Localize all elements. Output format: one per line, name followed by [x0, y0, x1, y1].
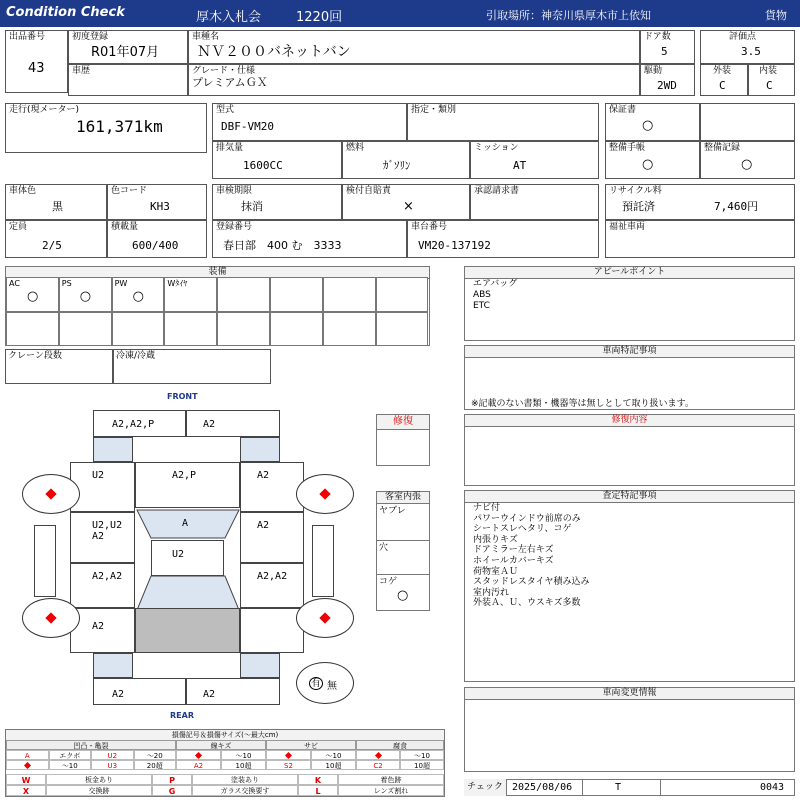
damage-marker-icon: [374, 752, 381, 759]
inspection-value: 抹消: [241, 200, 263, 213]
equipment-cell: [217, 312, 270, 347]
record-label: 整備記録: [704, 143, 741, 153]
front-right-wheel-icon: [296, 474, 354, 514]
recycle-box: [605, 184, 795, 220]
check-divider-1: [582, 779, 583, 796]
score-label: 評価点: [729, 32, 757, 42]
appeal-item: エアバッグ: [473, 279, 518, 289]
damage-marker-icon: [285, 752, 292, 759]
record-box: [700, 141, 795, 179]
model-value: DBF-VM20: [221, 120, 274, 133]
damage-marker-icon: [24, 762, 31, 769]
front-right-glass: [240, 437, 280, 462]
capacity-label: 定員: [9, 222, 28, 232]
freezer-label: 冷凍/冷蔵: [116, 351, 156, 361]
rear-label: REAR: [170, 711, 194, 720]
fuel-box: [342, 141, 470, 179]
car-name-box: [188, 30, 640, 64]
model-box: [212, 103, 407, 141]
legend-cell: U2: [91, 750, 134, 760]
interior-box: [748, 64, 795, 96]
legend-code-value: 交換跡: [46, 785, 152, 796]
grade-value: プレミアムＧＸ: [192, 76, 268, 89]
spare-tire-no: 無: [327, 681, 337, 692]
legend-cell: 20超: [134, 760, 177, 770]
legend-code-key: G: [152, 785, 192, 796]
hood: [135, 462, 240, 508]
legend-cell: U3: [91, 760, 134, 770]
front-bumper-right-text: A2: [203, 419, 216, 430]
right-quarter: [240, 608, 304, 653]
displacement-label: 排気量: [216, 143, 244, 153]
windshield-text: A: [182, 518, 189, 529]
drive-label: 駆動: [644, 66, 663, 76]
legend-code-key: W: [6, 774, 46, 785]
equipment-item-value: ○: [27, 289, 39, 304]
equipment-cell: [164, 312, 217, 347]
legend-cell: 10超: [221, 760, 266, 770]
change-panel: [464, 687, 795, 772]
auction-round: 1220回: [296, 10, 343, 25]
legend-group-header: 腐食: [356, 740, 444, 750]
chassis-value: VM20-137192: [418, 239, 491, 252]
rear-bumper-left: [93, 678, 186, 705]
exterior-box: [700, 64, 748, 96]
left-fender: [70, 462, 135, 512]
color-code-label: 色コード: [111, 186, 148, 196]
recycle-label: リサイクル料: [609, 186, 662, 196]
legend-code-key: L: [298, 785, 338, 796]
rear-bumper-left-text: A2: [112, 689, 125, 700]
equipment-item-label: PW: [114, 279, 128, 288]
assessment-item: 室内汚れ: [473, 587, 510, 598]
manual-label: 整備手帳: [609, 143, 646, 153]
load-value: 600/400: [132, 239, 179, 252]
warranty-blank-box: [700, 103, 795, 141]
assessment-item: パワーウインドウ前席のみ: [473, 513, 581, 524]
equipment-cell: [112, 312, 165, 347]
first-reg-label: 初度登録: [72, 32, 109, 42]
fuel-label: 燃料: [346, 143, 365, 153]
equipment-item-label: PS: [61, 279, 72, 288]
fuel-value: ｶﾞｿﾘﾝ: [383, 159, 411, 172]
rear-left-glass: [93, 653, 133, 678]
body-color-box: [5, 184, 107, 220]
spare-tire-icon: [296, 662, 354, 704]
equipment-cell: [6, 277, 59, 312]
front-left-wheel-icon: [22, 474, 80, 514]
cabin-title: 客室内張: [377, 492, 429, 504]
notes-title: 車両特記事項: [465, 346, 794, 358]
appeal-item: ETC: [473, 301, 490, 311]
legend-code-key: X: [6, 785, 46, 796]
crane-box: [5, 349, 113, 384]
equipment-item-label: Wﾀｲﾔ: [167, 279, 188, 288]
history-label: 車歴: [72, 66, 91, 76]
recycle-status: 預託済: [622, 200, 655, 213]
inspection-box: [212, 184, 342, 220]
mileage-box: [5, 103, 207, 153]
manual-value: ○: [642, 157, 654, 172]
body-color-value: 黒: [52, 200, 63, 213]
legend-group-header: 線キズ: [176, 740, 266, 750]
legend-cell: C2: [356, 760, 400, 770]
legend-group-header: 凹凸・亀裂: [6, 740, 176, 750]
legend-cell: A: [6, 750, 49, 760]
interior-value: C: [766, 79, 773, 92]
legend-code-value: 着色跡: [338, 774, 444, 785]
chassis-label: 車台番号: [411, 222, 448, 232]
crane-label: クレーン段数: [8, 351, 62, 361]
chassis-box: [407, 220, 599, 258]
header-bar: [0, 0, 800, 27]
app-title: Condition Check: [6, 5, 125, 20]
first-reg-value: R01年07月: [91, 45, 160, 60]
front-label: FRONT: [167, 392, 198, 401]
designation-box: [407, 103, 599, 141]
grade-label: グレード・仕様: [192, 66, 256, 76]
first-reg-box: [68, 30, 188, 64]
rear-bumper-right: [186, 678, 280, 705]
legend-code-value: 塗装あり: [192, 774, 298, 785]
welfare-label: 福祉車両: [609, 222, 646, 232]
legend-cell: 〜10: [221, 750, 266, 760]
capacity-value: 2/5: [42, 239, 62, 252]
claim-label: 承認請求書: [474, 186, 520, 196]
legend-cell: エクボ: [49, 750, 92, 760]
legend-code-value: レンズ割れ: [338, 785, 444, 796]
equipment-cell: [376, 312, 429, 347]
rear-bumper-right-text: A2: [203, 689, 216, 700]
cargo-floor: [135, 608, 240, 653]
equipment-item-value: ○: [132, 289, 144, 304]
left-mirror: [34, 525, 56, 597]
legend-cell: 〜10: [400, 750, 444, 760]
assessment-panel: [464, 490, 795, 682]
capacity-box: [5, 220, 107, 258]
check-number: 0043: [760, 782, 785, 793]
repair-panel: [464, 414, 795, 486]
score-value: 3.5: [741, 45, 761, 58]
assessment-item: ドアミラー左右キズ: [473, 545, 554, 556]
legend-cell: 〜10: [49, 760, 92, 770]
equipment-cell: [112, 277, 165, 312]
car-name-value: ＮＶ２００バネットバン: [197, 44, 351, 60]
appeal-item: ABS: [473, 290, 491, 300]
legend-cell: 〜20: [134, 750, 177, 760]
notes-footer: ※記載のない書類・機器等は無しとして取り扱います。: [471, 399, 694, 409]
recycle-fee: 7,460円: [714, 200, 759, 213]
right-front-door: [240, 512, 304, 563]
car-name-label: 車種名: [192, 32, 220, 42]
designation-label: 指定・類別: [411, 105, 457, 115]
equipment-item-label: AC: [9, 279, 20, 288]
cabin-row-burn: [377, 575, 429, 610]
legend-cell: [356, 750, 400, 760]
score-box: [700, 30, 795, 64]
legend-cell: [6, 760, 49, 770]
hood-text: A2,P: [172, 470, 197, 481]
exterior-label: 外装: [713, 66, 732, 76]
pickup-location: 引取場所：神奈川県厚木市上依知: [486, 9, 651, 22]
legend-cell: 10超: [311, 760, 356, 770]
doors-box: [640, 30, 695, 64]
rear-right-glass: [240, 653, 280, 678]
front-bumper-left: [93, 410, 186, 437]
equipment-cell: [323, 312, 376, 347]
legend-title: 損傷記号＆損傷サイズ(〜最大cm): [6, 730, 444, 741]
doors-value: 5: [661, 45, 668, 58]
repair-title: 修復: [377, 415, 429, 430]
legend-group-header: サビ: [266, 740, 356, 750]
reg-no-label: 登録番号: [216, 222, 253, 232]
body-color-label: 車体色: [9, 186, 37, 196]
reg-no-box: [212, 220, 407, 258]
legend-code-key: P: [152, 774, 192, 785]
mission-value: AT: [513, 159, 527, 172]
welfare-box: [605, 220, 795, 258]
equipment-item-value: ○: [79, 289, 92, 304]
cabin-row-tear: [377, 504, 429, 541]
cabin-row-hole: [377, 541, 429, 575]
change-title: 車両変更情報: [465, 688, 794, 700]
lot-box: [5, 30, 68, 93]
notes-panel: [464, 345, 795, 410]
cabin-burn-value: ○: [397, 588, 409, 603]
equipment-cell: [270, 312, 323, 347]
roof-text: U2: [172, 549, 185, 560]
doors-label: ドア数: [644, 32, 671, 42]
color-code-value: KH3: [150, 200, 170, 213]
cabin-hole-label: 穴: [379, 543, 389, 553]
legend-code-key: K: [298, 774, 338, 785]
model-label: 型式: [216, 105, 235, 115]
reg-no-value: 春日部 400 む 3333: [223, 239, 342, 252]
displacement-box: [212, 141, 342, 179]
assessment-item: スタッドレスタイヤ積み込み: [473, 577, 590, 588]
claim-box: [470, 184, 599, 220]
rear-left-wheel-icon: [22, 598, 80, 638]
mission-box: [470, 141, 599, 179]
assessment-item: 内張りキズ: [473, 534, 518, 545]
assessment-item: シートスレヘタリ、コゲ: [473, 524, 572, 535]
check-label-cell: [464, 779, 507, 796]
legend-cell: [176, 750, 221, 760]
right-fender: [240, 462, 304, 512]
assessment-item: ホイールカバーキズ: [473, 556, 554, 566]
lot-number: 43: [28, 61, 45, 76]
insurance-value: ×: [403, 199, 414, 214]
freezer-box: [113, 349, 271, 384]
right-rear-door: [240, 563, 304, 608]
left-front-door: [70, 512, 135, 563]
auction-name: 厚木入札会: [196, 10, 262, 25]
rear-right-wheel-icon: [296, 598, 354, 638]
equipment-cell: [217, 277, 270, 312]
legend-cell: [266, 750, 311, 760]
manual-box: [605, 141, 700, 179]
front-bumper-right: [186, 410, 280, 437]
assessment-item: 荷物室ＡＵ: [473, 566, 519, 577]
assessment-item: ナビ付: [473, 503, 501, 513]
legend-cell: 〜10: [311, 750, 356, 760]
equipment-cell: [376, 277, 429, 312]
interior-label: 内装: [759, 66, 778, 76]
warranty-label: 保証書: [609, 105, 637, 115]
front-left-glass: [93, 437, 133, 462]
legend-code-value: ガラス交換要す: [192, 785, 298, 796]
front-bumper-left-text: A2,A2,P: [112, 419, 155, 430]
legend-cell: A2: [176, 760, 221, 770]
repair-box: [376, 414, 430, 466]
appeal-panel: [464, 266, 795, 341]
equipment-cell: [164, 277, 217, 312]
right-mirror: [312, 525, 334, 597]
load-box: [107, 220, 207, 258]
spare-tire-yes: 有: [311, 678, 321, 689]
damage-marker-icon: [195, 752, 202, 759]
load-label: 積載量: [111, 222, 139, 232]
roof: [151, 540, 224, 576]
check-inspector: T: [615, 782, 622, 793]
insurance-box: [342, 184, 470, 220]
mileage-value: 161,371km: [76, 117, 163, 136]
legend-cell: S2: [266, 760, 311, 770]
equipment-cell: [6, 312, 59, 347]
displacement-value: 1600CC: [243, 159, 283, 172]
drive-value: 2WD: [657, 79, 677, 92]
color-code-box: [107, 184, 207, 220]
right-fender-text: A2: [257, 470, 270, 481]
right-front-door-text: A2: [257, 520, 270, 531]
left-front-door-text: U2,U2 A2: [92, 520, 123, 542]
cabin-burn-label: コゲ: [379, 577, 398, 587]
equipment-title: 装備: [6, 267, 429, 279]
vehicle-category: 貨物: [765, 9, 787, 22]
left-quarter-text: A2: [92, 621, 105, 632]
check-divider-2: [660, 779, 661, 796]
repair-content-title: 修復内容: [465, 415, 794, 427]
equipment-cell: [59, 312, 112, 347]
insurance-label: 検付自賠責: [346, 186, 392, 196]
left-rear-door: [70, 563, 135, 608]
inspection-label: 車検期限: [216, 186, 253, 196]
warranty-box: [605, 103, 700, 141]
history-box: [68, 64, 188, 96]
check-date: 2025/08/06: [512, 782, 573, 793]
mission-label: ミッション: [474, 143, 519, 153]
legend-cell: 10超: [400, 760, 444, 770]
assessment-item: 外装Ａ、Ｕ、ウスキズ多数: [473, 598, 581, 609]
right-rear-door-text: A2,A2: [257, 571, 288, 582]
lot-label: 出品番号: [9, 32, 46, 42]
record-value: ○: [741, 157, 753, 172]
left-fender-text: U2: [92, 470, 105, 481]
equipment-cell: [270, 277, 323, 312]
legend-code-value: 板金あり: [46, 774, 152, 785]
grade-box: [188, 64, 640, 96]
drive-box: [640, 64, 695, 96]
equipment-cell: [323, 277, 376, 312]
check-label: チェック: [467, 782, 503, 792]
appeal-title: アピールポイント: [465, 267, 794, 279]
cabin-box: [376, 491, 430, 611]
assessment-title: 査定特記事項: [465, 491, 794, 503]
left-rear-door-text: A2,A2: [92, 571, 123, 582]
equipment-cell: [59, 277, 112, 312]
cabin-tear-label: ヤブレ: [379, 506, 406, 516]
mileage-label: 走行(現メーター): [9, 105, 80, 115]
exterior-value: C: [719, 79, 726, 92]
warranty-value: ○: [642, 118, 654, 133]
